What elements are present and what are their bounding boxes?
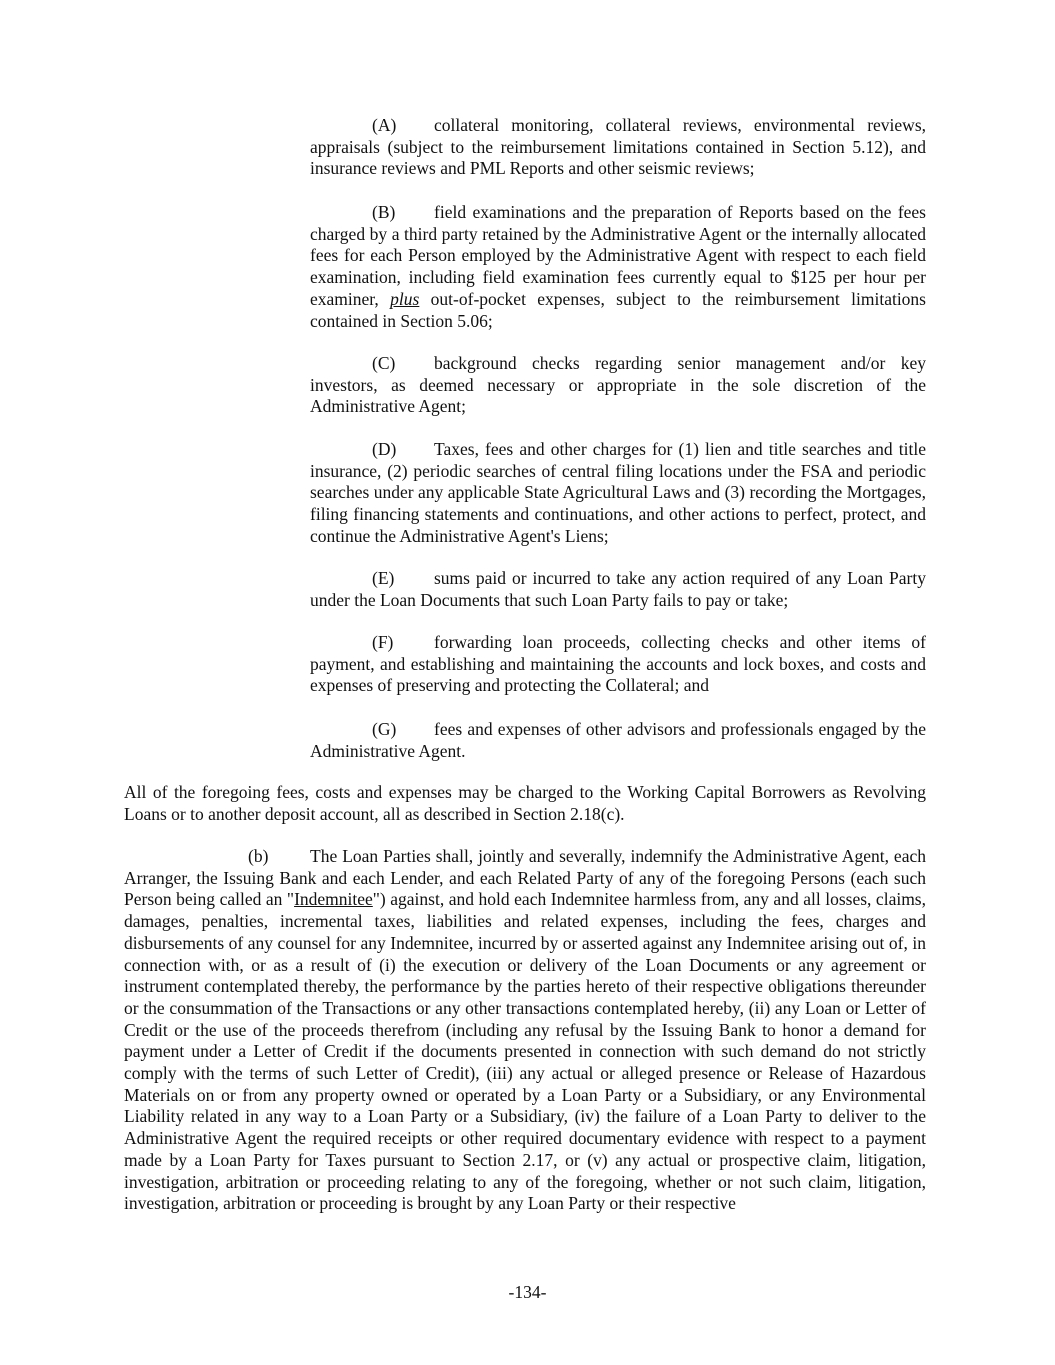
item-text: field examinations and the preparation of Reports based on the fees charged by a third party retained by the Administrative Agent or the internally allocated fees for each Person employed by the Administrative Agent with respect to each field examination, including field examination fees currently equal to $125 per hour per examiner,: [310, 202, 926, 309]
item-text: forwarding loan proceeds, collecting checks and other items of payment, and establishing and maintaining the accounts and lock boxes, and costs and expenses of preserving and protecting the Collateral; and: [310, 632, 926, 696]
list-item-g: [310, 719, 926, 762]
defined-term: Indemnitee: [294, 889, 373, 910]
item-label: (B): [372, 202, 396, 222]
item-text: sums paid or incurred to take any action required of any Loan Party under the Loan Documents that such Loan Party fails to pay or take;: [310, 568, 926, 610]
item-text: fees and expenses of other advisors and professionals engaged by the Administrative Agent.: [310, 719, 926, 761]
page-number: -134-: [508, 1282, 547, 1302]
paragraph-text-cont: ") against, and hold each Indemnitee harmless from, any and all losses, claims, damages, penalties, incremental taxes, liabilities and related expenses, including the fees, charges and disbursements of any counsel for any Indemnitee, incurred by or asserted against any Indemnitee arising out of, in connection with, or as a result of (i) the execution or delivery of the Loan Documents or any agreement or instrument contemplated thereby, the performance by the parties hereto of their respective obligations thereunder or the consummation of the Transactions or any other transactions contemplated hereby, (ii) any Loan or Letter of Credit or the use of the proceeds therefrom (including any refusal by the Issuing Bank to honor a demand for payment under a Letter of Credit if the documents presented in connection with such demand do not strictly comply with the terms of such Letter of Credit), (iii) any actual or alleged presence or Release of Hazardous Materials on or from any property owned or operated by a Loan Party or a Subsidiary, or any Environmental Liability related in any way to a Loan Party or a Subsidiary, (iv) the failure of a Loan Party to deliver to the Administrative Agent the required receipts or other required documentary evidence with respect to a payment made by a Loan Party for Taxes pursuant to Section 2.17, or (v) any actual or prospective claim, litigation, investigation, arbitration or proceeding relating to any of the foregoing, whether or not such claim, litigation, investigation, arbitration or proceeding is brought by any Loan Party or their respective: [124, 889, 926, 1214]
item-label: (D): [372, 439, 397, 459]
list-item-e: [310, 568, 926, 611]
item-text-cont: out-of-pocket expenses, subject to the reimbursement limitations contained in Section 5.06;: [310, 288, 926, 331]
item-label: (F): [372, 632, 394, 652]
list-item-d: [310, 439, 926, 548]
item-text: background checks regarding senior management and/or key investors, as deemed necessary or appropriate in the sole discretion of the Administrative Agent;: [310, 353, 926, 417]
item-label: (G): [372, 719, 397, 739]
item-label: (A): [372, 115, 397, 135]
list-item-a: [310, 115, 926, 180]
item-label: (C): [372, 353, 396, 373]
list-item-b: [310, 202, 926, 332]
item-text: Taxes, fees and other charges for (1) lien and title searches and title insurance, (2) periodic searches of central filing locations under the FSA and periodic searches under any applicable State Agricultural Laws and (3) recording the Mortgages, filing financing statements and continuations, and other actions to perfect, protect, and continue the Administrative Agent's Liens;: [310, 439, 926, 546]
emphasized-term: plus: [390, 288, 420, 309]
paragraph-text: The Loan Parties shall, jointly and severally, indemnify the Administrative Agent, each Arranger, the Issuing Bank and each Lender, and each Related Party of any of the foregoing Persons (each such Person being called an ": [124, 846, 926, 910]
list-item-c: [310, 353, 926, 418]
paragraph-label: (b): [248, 846, 269, 866]
item-label: (E): [372, 568, 395, 588]
item-text: collateral monitoring, collateral reviews, environmental reviews, appraisals (subject to the reimbursement limitations contained in Section 5.12), and insurance reviews and PML Reports and other seismic reviews;: [310, 115, 926, 179]
list-item-f: [310, 632, 926, 697]
foregoing-fees-paragraph: All of the foregoing fees, costs and expenses may be charged to the Working Capital Borrowers as Revolving Loans or to another deposit account, all as described in Section 2.18(c).: [124, 782, 926, 824]
indemnification-paragraph: [124, 846, 926, 1215]
